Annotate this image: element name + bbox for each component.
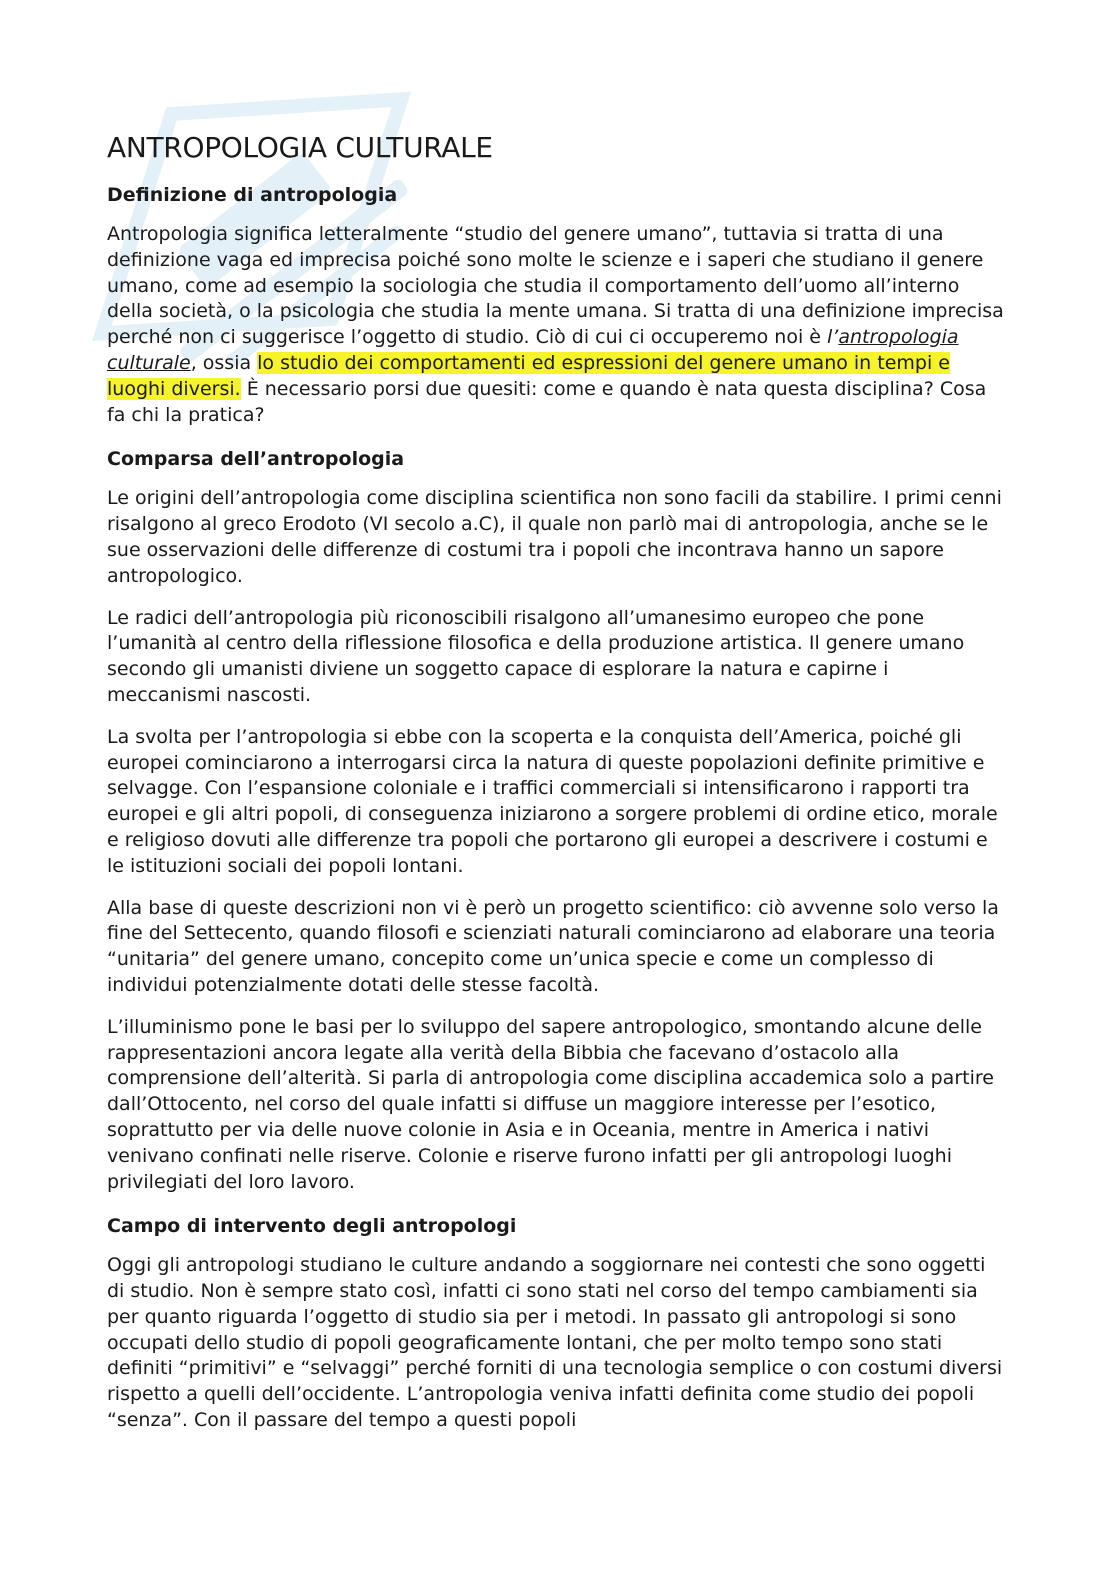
highlighted-text: lo studio dei comportamenti ed espressioni del genere umano in tempi e luoghi diversi. — [107, 351, 950, 400]
section-heading-definizione: Definizione di antropologia — [107, 184, 398, 206]
document-page — [107, 128, 1007, 1450]
term-antropologia-culturale: antropologia culturale — [107, 326, 959, 374]
paragraph: L’illuminismo pone le basi per lo sviluppo del sapere antropologico, smontando alcune delle rappresentazioni ancora legate alla verità della Bibbia che facevano d’ostacolo alla comprensione dell’alterità. Si parla di antropologia come disciplina accademica solo a partire dall’Ottocento, nel corso del quale infatti si diffuse un maggiore interesse per l’esotico, soprattutto per via delle nuove colonie in Asia e in Oceania, mentre in America i nativi venivano confinati nelle riserve. Colonie e riserve furono infatti per gli antropologi luoghi privilegiati del loro lavoro. — [107, 1015, 994, 1193]
paragraph: Oggi gli antropologi studiano le culture andando a soggiornare nei contesti che sono oggetti di studio. Non è sempre stato così, infatti ci sono stati nel corso del tempo cambiamenti sia per quanto riguarda l’oggetto di studio sia per i metodi. In passato gli antropologi si sono occupati dello studio di popoli geograficamente lontani, che per molto tempo sono stati definiti “primitivi” e “selvaggi” perché forniti di una tecnologia semplice o con costumi diversi rispetto a quelli dell’occidente. L’antropologia veniva infatti definita come studio dei popoli “senza”. Con il passare del tempo a questi popoli — [107, 1254, 1003, 1432]
section-heading-campo: Campo di intervento degli antropologi — [107, 1215, 517, 1238]
term-prefix: l’ — [827, 326, 839, 349]
paragraph — [107, 222, 1007, 428]
paragraph: Le radici dell’antropologia più riconoscibili risalgono all’umanesimo europeo che pone l’umanità al centro della riflessione filosofica e della produzione artistica. Il genere umano secondo gli umanisti diviene un soggetto capace di esplorare la natura e capirne i meccanismi nascosti. — [107, 606, 965, 706]
paragraph-text: Antropologia significa letteralmente “studio del genere umano”, tuttavia si tratta di una definizione vaga ed imprecisa poiché sono molte le scienze e i saperi che studiano il genere umano, come ad esempio la sociologia che studia il comportamento dell’uomo all’interno della società, o la psicologia che studia la mente umana. Si tratta di una definizione imprecisa perché non ci suggerisce l’oggetto di studio. Ciò di cui ci occuperemo noi è — [107, 223, 1004, 349]
section-heading-comparsa: Comparsa dell’antropologia — [107, 448, 405, 471]
paragraph: Alla base di queste descrizioni non vi è però un progetto scientifico: ciò avvenne solo verso la fine del Settecento, quando filosofi e scienziati naturali cominciarono ad elaborare una teoria “unitaria” del genere umano, concepito come un’unica specie e come un complesso di individui potenzialmente dotati delle stesse facoltà. — [107, 896, 999, 996]
paragraph: Le origini dell’antropologia come disciplina scientifica non sono facili da stabilire. I primi cenni risalgono al greco Erodoto (VI secolo a.C), il quale non parlò mai di antropologia, anche se le sue osservazioni delle differenze di costumi tra i popoli che incontrava hanno un sapore antropologico. — [107, 487, 1002, 587]
paragraph-text: , ossia — [190, 351, 258, 374]
document-title: ANTROPOLOGIA CULTURALE — [107, 131, 493, 164]
paragraph-text: È necessario porsi due quesiti: come e quando è nata questa disciplina? Cosa fa chi la pratica? — [107, 377, 987, 426]
paragraph: La svolta per l’antropologia si ebbe con la scoperta e la conquista dell’America, poiché gli europei cominciarono a interrogarsi circa la natura di queste popolazioni definite primitive e selvagge. Con l’espansione coloniale e i traffici commerciali si intensificarono i rapporti tra europei e gli altri popoli, di conseguenza iniziarono a sorgere problemi di ordine etico, morale e religioso dovuti alle differenze tra popoli che portarono gli europei a descrivere i costumi e le istituzioni sociali dei popoli lontani. — [107, 725, 998, 877]
